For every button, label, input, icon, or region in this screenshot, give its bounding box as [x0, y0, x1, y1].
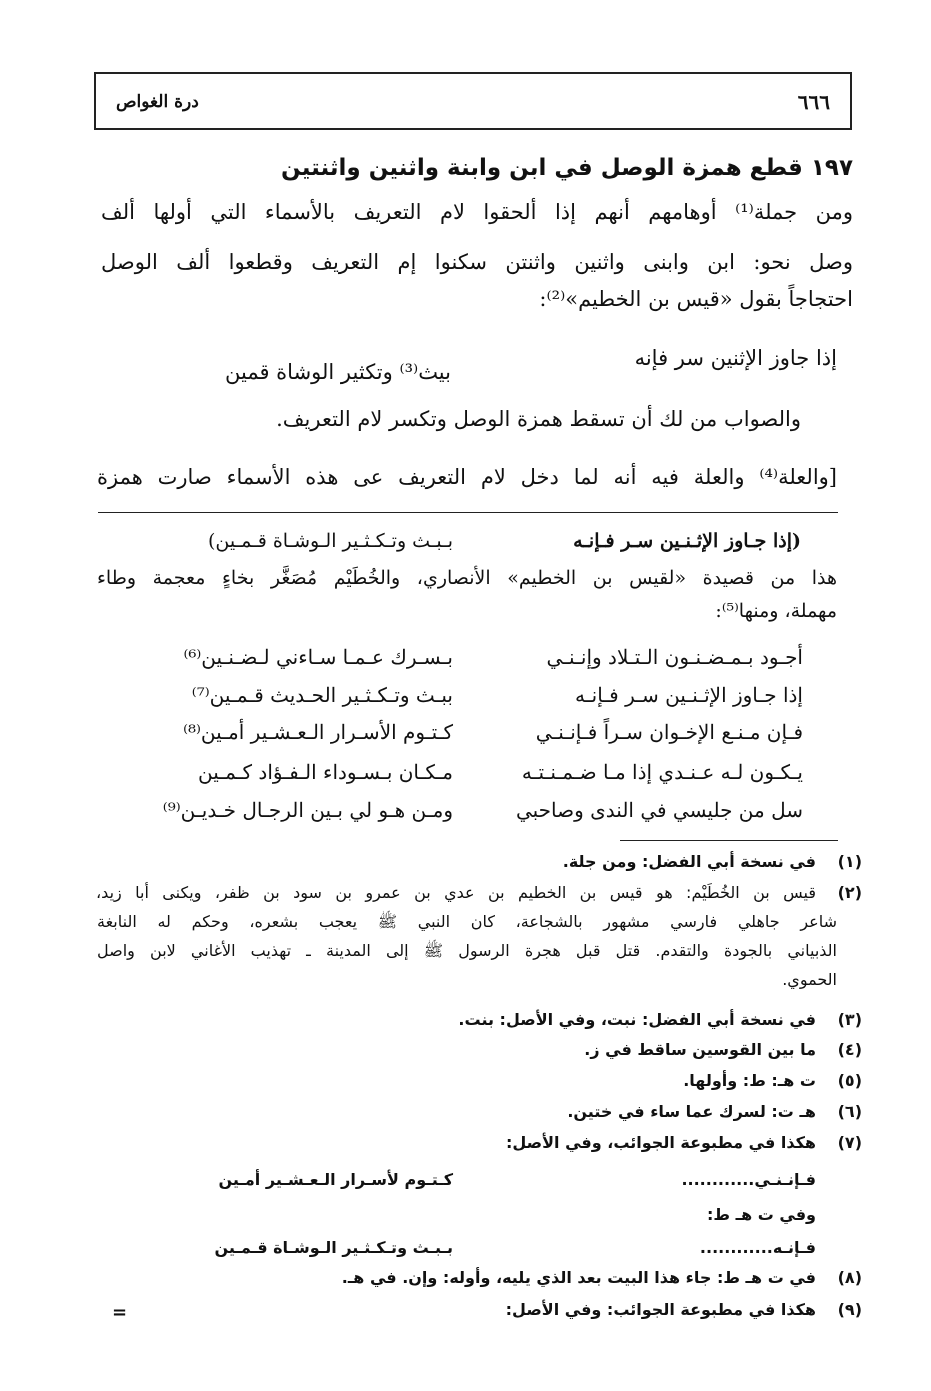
commentary-separator: [98, 512, 838, 513]
paragraph-line-3: احتجاجاً بقول «قيس بن الخطيم»⁽²⁾:: [539, 287, 853, 311]
footnote-number: (٣): [837, 1010, 862, 1029]
commentary-verse-left: بـبـث وتـكـثـير الـوشـاة قـمـين): [207, 530, 453, 552]
commentary-verse-right: (إذا جـاوز الإثـنـين سـر فـإنـه: [573, 530, 801, 552]
footnote-verse-left: بـبـث وتـكـثـير الـوشـاة قـمـين: [214, 1238, 453, 1257]
footnote-text: الذبياني بالجودة والتقدم. قتل قبل هجرة الرسول ﷺ إلى المدينة ـ تهذيب الأغاني لابن واصل: [97, 941, 837, 960]
footnote-number: (٧): [837, 1133, 862, 1152]
footnote-text: شاعر جاهلي فارسي مشهور بالشجاعة، كان النبي ﷺ يعجب بشعره، وحكم له النابغة: [97, 912, 837, 931]
footnote-number: (٦): [837, 1102, 862, 1121]
footnote-verse-right: فـإنـه............: [699, 1238, 816, 1257]
footnote-number: (٨): [837, 1268, 862, 1287]
footnote-verse-left: كـتـوم لأسـرار الـعـشـير أمـين: [218, 1170, 453, 1189]
footnote-text: وفي ت هـ ط:: [707, 1205, 816, 1224]
footnote-number: (١): [837, 852, 862, 871]
page-header: [94, 72, 852, 130]
poem-verse-5-right: سل من جليسي في الندى وصاحبي: [515, 798, 803, 822]
footnote-number: (٥): [837, 1071, 862, 1090]
continuation-mark: =: [112, 1302, 128, 1323]
footnote-verse-right: فـإنـنـي............: [681, 1170, 816, 1189]
poem-verse-4-left: مـكـان بـسـوداء الـفـؤاد كـمـين: [198, 760, 453, 784]
poem-verse-1-left: بـسـرك عـمـا سـاءني لـضـنـين⁽⁶⁾: [183, 645, 453, 669]
commentary-line-1: هذا من قصيدة «لقيس بن الخطيم» الأنصاري، والخُطَيْم مُصَغَّر بخاءٍ معجمة وطاء: [97, 567, 837, 589]
poem-verse-4-right: يـكـون لـه عـنـدي إذا مـا ضـمـنـتـه: [521, 760, 803, 784]
footnote-text: الحموي.: [782, 970, 837, 989]
poem-verse-2-left: ببـث وتـكـثـير الحـديث قـمـين⁽⁷⁾: [191, 683, 453, 707]
footnote-text: هكذا في مطبوعة الجوائب: وفي الأصل:: [505, 1300, 816, 1319]
poem-verse-3-right: فـإن مـنـع الإخـوان سـراً فـإنـنـي: [535, 720, 803, 744]
verse-hemistich-left: بيث⁽³⁾ وتكثير الوشاة قمين: [225, 360, 451, 384]
footnote-number: (٩): [837, 1300, 862, 1319]
footnote-text: في نسخة أبي الفضل: نبت، وفي الأصل: بنت.: [458, 1010, 816, 1029]
paragraph-line-1: ومن جملة⁽¹⁾ أوهامهم أنهم إذا ألحقوا لام التعريف بالأسماء التي أولها ألف: [101, 200, 853, 224]
footnote-number: (٢): [837, 883, 862, 902]
poem-verse-3-left: كـتـوم الأسـرار الـعـشـير أمـين⁽⁸⁾: [183, 720, 453, 744]
footnote-text: ت هـ: ط: وأولها.: [683, 1071, 816, 1090]
poem-verse-2-right: إذا جـاوز الإثـنـين سـر فـإنـه: [575, 683, 803, 707]
footnote-text: ما بين القوسين ساقط في ز.: [584, 1040, 816, 1059]
section-heading: ١٩٧ قطع همزة الوصل في ابن وابنة واثنين واثنتين: [281, 155, 853, 181]
commentary-line-2: مهملة، ومنها⁽⁵⁾:: [715, 600, 837, 622]
poem-verse-5-left: ومـن هـو لي بـين الرجـال خـديـن⁽⁹⁾: [162, 798, 453, 822]
footnote-text: هـ ت: لسرك عما ساء في ختين.: [567, 1102, 816, 1121]
footnote-text: قيس بن الخُطَيْم: هو قيس بن الخطيم بن عدي بن عمرو بن سود بن ظفر، ويكنى أبا زيد،: [96, 883, 816, 902]
poem-verse-1-right: أجـود بـمـضـنـون الـتـلاد وإنـنـي: [546, 645, 803, 669]
paragraph-correction: والصواب من لك أن تسقط همزة الوصل وتكسر لام التعريف.: [276, 407, 801, 431]
footnote-number: (٤): [837, 1040, 862, 1059]
verse-hemistich-right: إذا جاوز الإثنين سر فإنه: [634, 346, 837, 370]
footnote-separator: [620, 840, 838, 841]
paragraph-line-2: وصل نحو: ابن وابنى واثنين واثنتن سكنوا إم التعريف وقطعوا ألف الوصل: [101, 250, 853, 274]
page-number: ٦٦٦: [797, 90, 830, 114]
paragraph-reason: [والعلة⁽⁴⁾ والعلة فيه أنه لما دخل لام التعريف عى هذه الأسماء صارت همزة: [97, 465, 837, 489]
book-title: درة الغواص: [116, 92, 199, 112]
footnote-text: في ت هـ ط: جاء هذا البيت بعد الذي يليه، وأوله: وإن. في هـ.: [341, 1268, 816, 1287]
footnote-text: في نسخة أبي الفضل: ومن جلة.: [562, 852, 816, 871]
footnote-text: هكذا في مطبوعة الجوائب، وفي الأصل:: [505, 1133, 816, 1152]
